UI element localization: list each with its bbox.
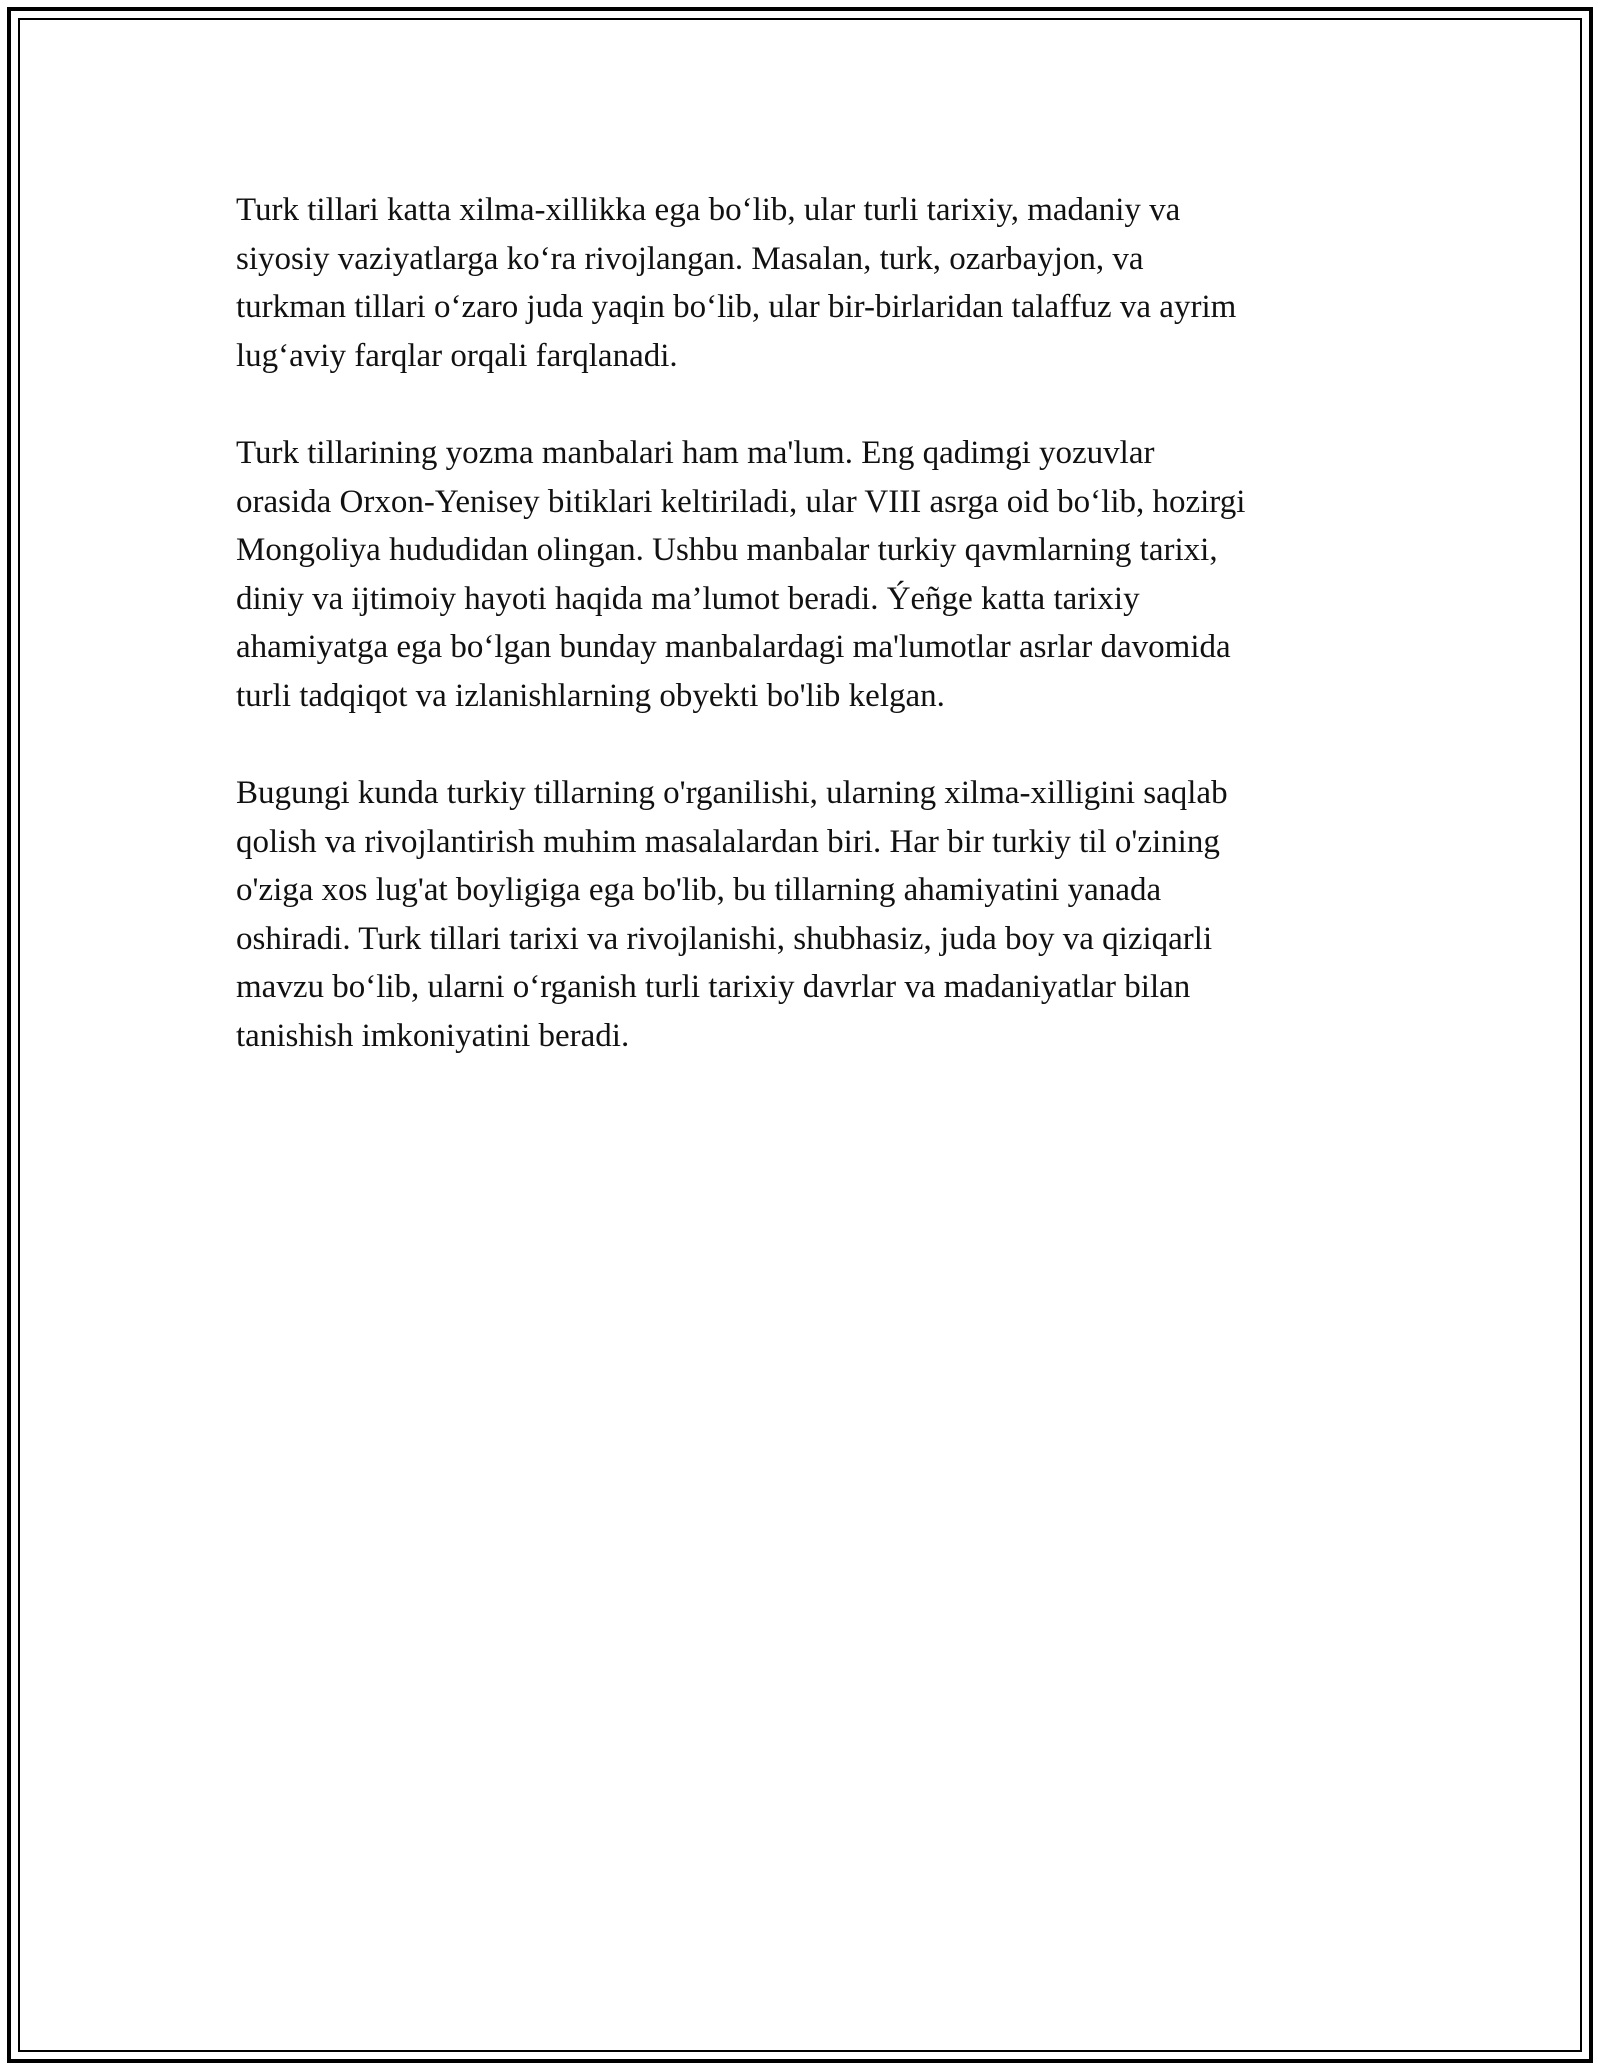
text-line: lug‘aviy farqlar orqali farqlanadi. (236, 337, 678, 374)
text-line: o'ziga xos lug'at boyligiga ega bo'lib, bu tillarning ahamiyatini yanada (236, 872, 1162, 908)
text-line: mavzu bo‘lib, ularni o‘rganish turli tarixiy davrlar va madaniyatlar bilan (236, 969, 1191, 1005)
paragraph-2 (236, 429, 1386, 720)
text-line: Bugungi kunda turkiy tillarning o'rganilishi, ularning xilma-xilligini saqlab (236, 775, 1228, 811)
text-line: Turk tillari katta xilma-xillikka ega bo‘lib, ular turli tarixiy, madaniy va (236, 192, 1181, 228)
document-body (236, 186, 1386, 1109)
text-line: turli tadqiqot va izlanishlarning obyekti bo'lib kelgan. (236, 677, 945, 714)
text-line: Mongoliya hududidan olingan. Ushbu manbalar turkiy qavmlarning tarixi, (236, 532, 1218, 568)
text-line: diniy va ijtimoiy hayoti haqida ma’lumot beradi. Ýeñge katta tarixiy (236, 580, 1140, 617)
text-line: tanishish imkoniyatini beradi. (236, 1017, 630, 1054)
text-line: turkman tillari o‘zaro juda yaqin bo‘lib, ular bir-birlaridan talaffuz va ayrim (236, 289, 1237, 325)
text-line: Turk tillarining yozma manbalari ham ma'lum. Eng qadimgi yozuvlar (236, 435, 1155, 471)
paragraph-3 (236, 769, 1386, 1060)
paragraph-1 (236, 186, 1386, 380)
text-line: siyosiy vaziyatlarga ko‘ra rivojlangan. Masalan, turk, ozarbayjon, va (236, 240, 1144, 277)
text-line: oshiradi. Turk tillari tarixi va rivojlanishi, shubhasiz, juda boy va qiziqarli (236, 920, 1213, 957)
text-line: orasida Orxon-Yenisey bitiklari keltiriladi, ular VIII asrga oid bo‘lib, hozirgi (236, 483, 1246, 520)
text-line: qolish va rivojlantirish muhim masalalardan biri. Har bir turkiy til o'zining (236, 823, 1220, 860)
text-line: ahamiyatga ega bo‘lgan bunday manbalardagi ma'lumotlar asrlar davomida (236, 629, 1231, 665)
